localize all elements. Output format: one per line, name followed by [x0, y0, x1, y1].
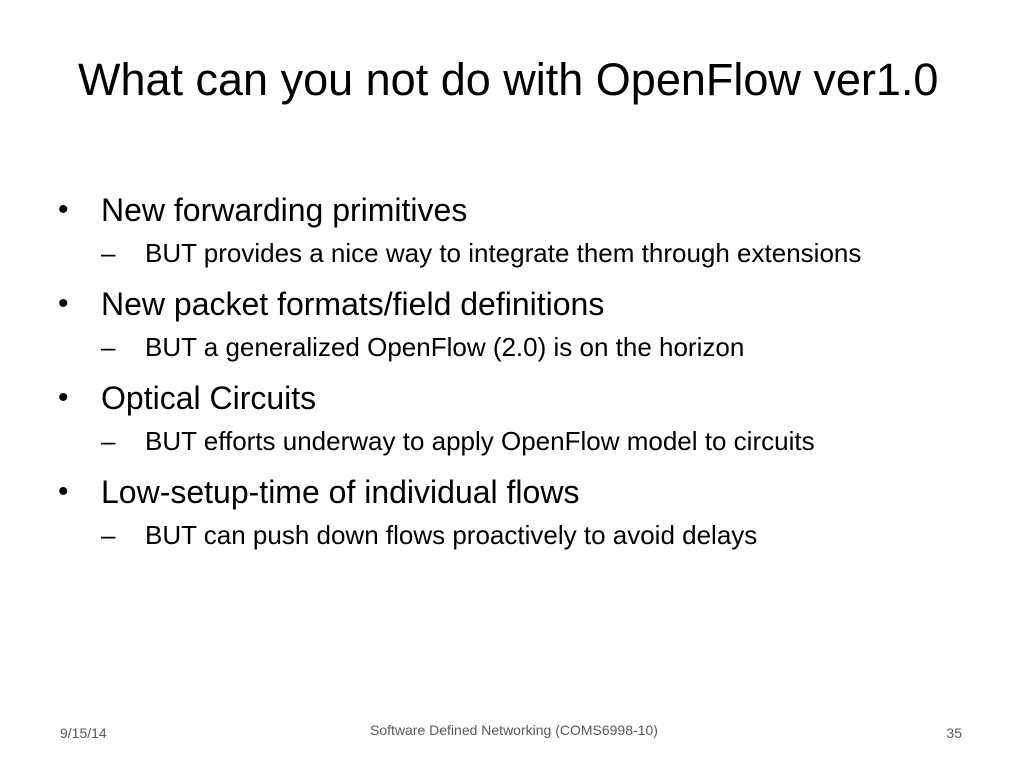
- bullet-item: [58, 282, 978, 366]
- sub-text: BUT provides a nice way to integrate them through extensions: [145, 238, 862, 268]
- sub-list: [101, 234, 978, 272]
- bullet-marker: •: [58, 381, 69, 414]
- sub-item: [101, 328, 945, 366]
- bullet-marker: •: [58, 287, 69, 320]
- sub-text: BUT efforts underway to apply OpenFlow model to circuits: [145, 426, 815, 456]
- sub-list: [101, 516, 978, 554]
- sub-marker: –: [101, 332, 116, 362]
- sub-text: BUT can push down flows proactively to avoid delays: [145, 520, 758, 550]
- bullet-marker: •: [58, 193, 69, 226]
- slide-title: What can you not do with OpenFlow ver1.0: [78, 54, 939, 105]
- sub-list: [101, 328, 978, 366]
- sub-list: [101, 422, 978, 460]
- bullet-text: New forwarding primitives: [101, 192, 468, 228]
- sub-marker: –: [101, 238, 116, 268]
- sub-text: BUT a generalized OpenFlow (2.0) is on the horizon: [145, 332, 745, 362]
- sub-marker: –: [101, 426, 116, 456]
- bullet-item: [58, 470, 978, 554]
- sub-marker: –: [101, 520, 116, 550]
- sub-item: [101, 516, 945, 554]
- footer-course: Software Defined Networking (COMS6998-10): [370, 722, 658, 738]
- page-number: 35: [946, 725, 962, 741]
- sub-item: [101, 234, 945, 272]
- bullet-text: Low-setup-time of individual flows: [101, 474, 580, 510]
- bullet-text: Optical Circuits: [101, 380, 317, 416]
- sub-item: [101, 422, 945, 460]
- bullet-item: [58, 188, 978, 272]
- bullet-list: [58, 188, 978, 564]
- footer-date: 9/15/14: [60, 725, 107, 741]
- bullet-item: [58, 376, 978, 460]
- bullet-text: New packet formats/field definitions: [101, 286, 605, 322]
- bullet-marker: •: [58, 475, 69, 508]
